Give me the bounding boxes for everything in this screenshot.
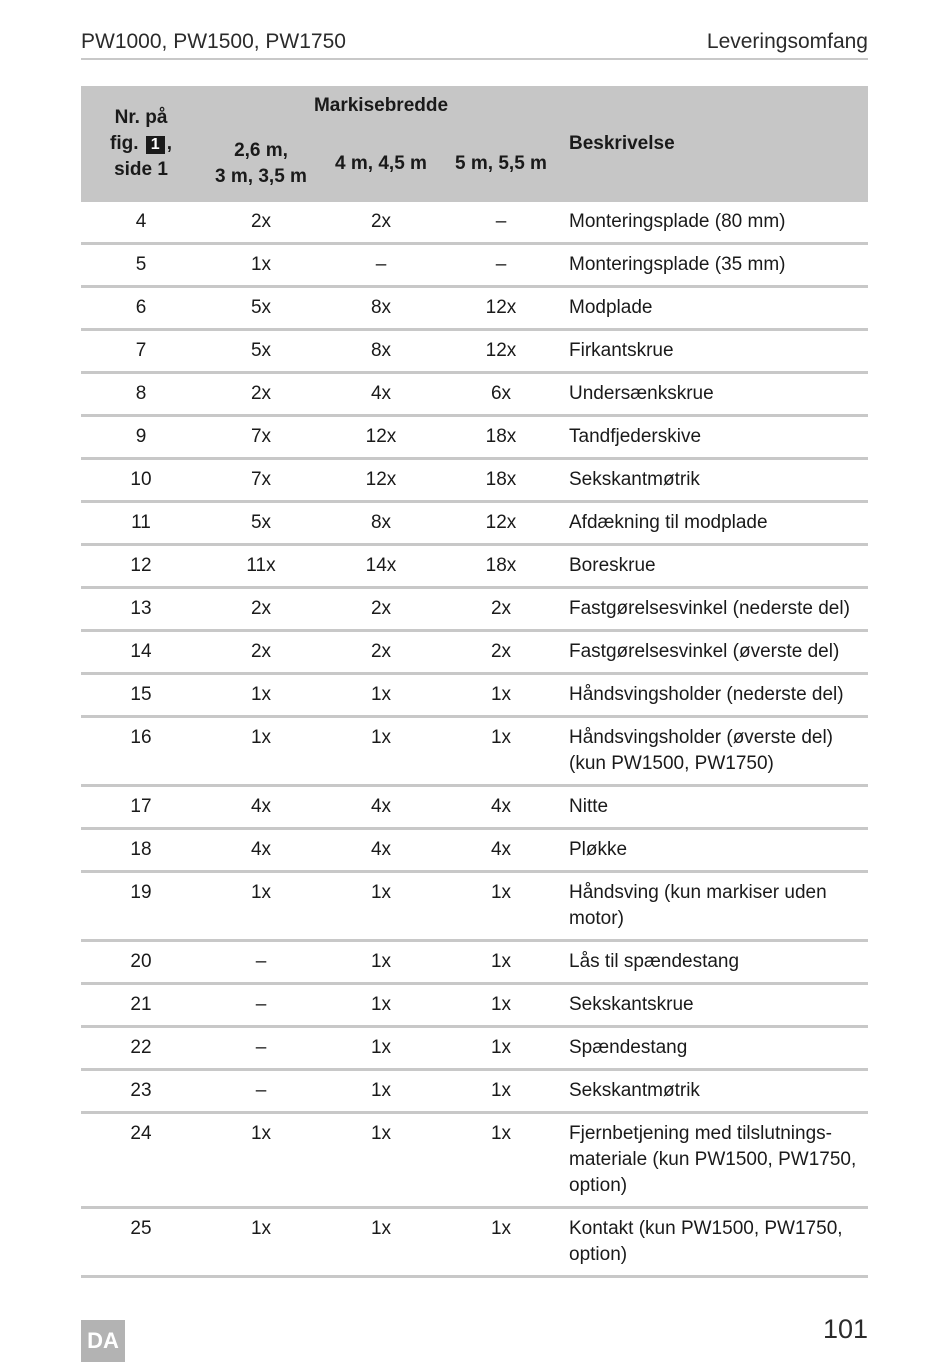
description-line: Sekskantmøtrik <box>569 469 700 490</box>
qty-width-1-cell: – <box>201 941 321 984</box>
table-row <box>81 416 868 459</box>
table-body <box>81 202 868 1277</box>
qty-width-1-cell: – <box>201 1070 321 1113</box>
qty-width-1-cell: – <box>201 1027 321 1070</box>
table-row <box>81 786 868 829</box>
figure-number-box: 1 <box>146 136 165 154</box>
description-cell <box>561 786 868 829</box>
description-cell <box>561 202 868 244</box>
table-row <box>81 287 868 330</box>
description-cell <box>561 872 868 941</box>
table-row <box>81 459 868 502</box>
table-row <box>81 588 868 631</box>
part-number-cell: 13 <box>81 588 201 631</box>
description-cell <box>561 373 868 416</box>
description-line: Håndsvingsholder (nederste del) <box>569 684 844 705</box>
table-row <box>81 717 868 786</box>
part-number-cell: 21 <box>81 984 201 1027</box>
qty-width-3-cell: 1x <box>441 1070 561 1113</box>
part-number-cell: 7 <box>81 330 201 373</box>
width-column-header <box>201 126 321 202</box>
qty-width-3-cell: – <box>441 244 561 287</box>
width-column-header <box>321 126 441 202</box>
table-row <box>81 502 868 545</box>
part-number-cell: 11 <box>81 502 201 545</box>
qty-width-2-cell: 8x <box>321 330 441 373</box>
description-column-header: Beskrivelse <box>561 86 868 202</box>
qty-width-3-cell: – <box>441 202 561 244</box>
qty-width-1-cell: 5x <box>201 502 321 545</box>
part-number-cell: 16 <box>81 717 201 786</box>
qty-width-3-cell: 1x <box>441 717 561 786</box>
page-number: 101 <box>822 1314 868 1344</box>
description-line: Pløkke <box>569 839 628 860</box>
description-cell <box>561 984 868 1027</box>
description-line: option) <box>569 1175 628 1196</box>
qty-width-3-cell: 12x <box>441 330 561 373</box>
table-row <box>81 202 868 244</box>
part-number-cell: 5 <box>81 244 201 287</box>
width-head-line1: 2,6 m, <box>234 140 288 161</box>
qty-width-1-cell: – <box>201 984 321 1027</box>
qty-width-1-cell: 2x <box>201 631 321 674</box>
description-line: Tandfjederskive <box>569 426 702 447</box>
qty-width-2-cell: 2x <box>321 588 441 631</box>
description-line: (kun PW1500, PW1750) <box>569 753 774 774</box>
qty-width-3-cell: 1x <box>441 941 561 984</box>
description-line: Afdækning til modplade <box>569 512 768 533</box>
description-cell <box>561 1113 868 1208</box>
part-number-cell: 6 <box>81 287 201 330</box>
part-number-cell: 10 <box>81 459 201 502</box>
description-cell <box>561 941 868 984</box>
running-header <box>81 30 868 60</box>
qty-width-3-cell: 1x <box>441 872 561 941</box>
qty-width-2-cell: 8x <box>321 287 441 330</box>
table-row <box>81 1027 868 1070</box>
description-line: Monteringsplade (80 mm) <box>569 211 786 232</box>
qty-width-3-cell: 12x <box>441 287 561 330</box>
qty-width-3-cell: 12x <box>441 502 561 545</box>
description-line: Fjernbetjening med tilslutnings- <box>569 1123 832 1144</box>
part-number-cell: 4 <box>81 202 201 244</box>
description-line: Firkantskrue <box>569 340 674 361</box>
description-cell <box>561 829 868 872</box>
qty-width-3-cell: 18x <box>441 416 561 459</box>
width-column-header <box>441 126 561 202</box>
qty-width-1-cell: 1x <box>201 717 321 786</box>
qty-width-2-cell: 1x <box>321 717 441 786</box>
qty-width-2-cell: 1x <box>321 984 441 1027</box>
qty-width-2-cell: 12x <box>321 459 441 502</box>
part-number-cell: 12 <box>81 545 201 588</box>
qty-width-3-cell: 4x <box>441 829 561 872</box>
part-number-cell: 18 <box>81 829 201 872</box>
description-line: Kontakt (kun PW1500, PW1750, <box>569 1218 843 1239</box>
parts-table <box>81 86 868 1278</box>
part-number-cell: 23 <box>81 1070 201 1113</box>
nr-head-line2 <box>85 131 197 157</box>
qty-width-2-cell: 1x <box>321 674 441 717</box>
description-line: Boreskrue <box>569 555 656 576</box>
description-line: Monteringsplade (35 mm) <box>569 254 786 275</box>
awning-width-group-header: Markisebredde <box>201 86 561 126</box>
qty-width-1-cell: 5x <box>201 287 321 330</box>
part-number-cell: 17 <box>81 786 201 829</box>
qty-width-2-cell: 4x <box>321 373 441 416</box>
qty-width-2-cell: 1x <box>321 1113 441 1208</box>
qty-width-1-cell: 5x <box>201 330 321 373</box>
description-cell <box>561 631 868 674</box>
table-row <box>81 373 868 416</box>
part-number-cell: 19 <box>81 872 201 941</box>
description-line: Fastgørelsesvinkel (nederste del) <box>569 598 850 619</box>
table-row <box>81 941 868 984</box>
width-head-line1: 4 m, 4,5 m <box>335 153 427 174</box>
qty-width-1-cell: 11x <box>201 545 321 588</box>
qty-width-3-cell: 4x <box>441 786 561 829</box>
description-cell <box>561 459 868 502</box>
qty-width-3-cell: 1x <box>441 1113 561 1208</box>
qty-width-2-cell: 1x <box>321 941 441 984</box>
qty-width-2-cell: 1x <box>321 1070 441 1113</box>
description-line: Håndsvingsholder (øverste del) <box>569 727 834 748</box>
qty-width-2-cell: 4x <box>321 786 441 829</box>
description-line: Fastgørelsesvinkel (øverste del) <box>569 641 840 662</box>
nr-head-line1: Nr. på <box>114 107 168 128</box>
description-line: Håndsving (kun markiser uden <box>569 882 827 903</box>
description-cell <box>561 717 868 786</box>
qty-width-1-cell: 1x <box>201 872 321 941</box>
description-line: Sekskantskrue <box>569 994 694 1015</box>
part-number-cell: 15 <box>81 674 201 717</box>
description-line: motor) <box>569 908 624 929</box>
qty-width-1-cell: 7x <box>201 416 321 459</box>
description-line: Spændestang <box>569 1037 688 1058</box>
table-row <box>81 984 868 1027</box>
description-line: Undersænkskrue <box>569 383 714 404</box>
qty-width-3-cell: 1x <box>441 1027 561 1070</box>
qty-width-1-cell: 2x <box>201 373 321 416</box>
nr-head-line3: side 1 <box>114 159 168 180</box>
nr-head-fig-suffix: , <box>166 133 172 154</box>
description-cell <box>561 674 868 717</box>
qty-width-3-cell: 18x <box>441 545 561 588</box>
table-row <box>81 631 868 674</box>
qty-width-1-cell: 4x <box>201 829 321 872</box>
table-row <box>81 545 868 588</box>
table-row <box>81 829 868 872</box>
table-row <box>81 674 868 717</box>
qty-width-2-cell: 2x <box>321 202 441 244</box>
part-number-cell: 14 <box>81 631 201 674</box>
qty-width-1-cell: 1x <box>201 1208 321 1277</box>
qty-width-2-cell: 14x <box>321 545 441 588</box>
header-product-models: PW1000, PW1500, PW1750 <box>81 30 346 53</box>
part-number-cell: 20 <box>81 941 201 984</box>
description-cell <box>561 244 868 287</box>
language-badge: DA <box>81 1320 125 1362</box>
description-cell <box>561 330 868 373</box>
nr-column-header <box>81 86 201 202</box>
description-cell <box>561 416 868 459</box>
qty-width-2-cell: 2x <box>321 631 441 674</box>
description-cell <box>561 588 868 631</box>
qty-width-3-cell: 2x <box>441 588 561 631</box>
qty-width-2-cell: – <box>321 244 441 287</box>
table-row <box>81 1113 868 1208</box>
qty-width-3-cell: 1x <box>441 674 561 717</box>
table-header <box>81 86 868 202</box>
qty-width-1-cell: 1x <box>201 244 321 287</box>
part-number-cell: 8 <box>81 373 201 416</box>
qty-width-3-cell: 2x <box>441 631 561 674</box>
qty-width-2-cell: 4x <box>321 829 441 872</box>
qty-width-2-cell: 1x <box>321 1208 441 1277</box>
qty-width-1-cell: 7x <box>201 459 321 502</box>
qty-width-1-cell: 1x <box>201 674 321 717</box>
qty-width-3-cell: 18x <box>441 459 561 502</box>
nr-head-fig-prefix: fig. <box>110 133 139 154</box>
qty-width-1-cell: 2x <box>201 202 321 244</box>
description-cell <box>561 287 868 330</box>
description-line: Modplade <box>569 297 653 318</box>
table-row <box>81 244 868 287</box>
part-number-cell: 24 <box>81 1113 201 1208</box>
description-cell <box>561 502 868 545</box>
description-cell <box>561 545 868 588</box>
description-line: Nitte <box>569 796 609 817</box>
part-number-cell: 25 <box>81 1208 201 1277</box>
description-line: Sekskantmøtrik <box>569 1080 700 1101</box>
qty-width-3-cell: 6x <box>441 373 561 416</box>
table-row <box>81 1070 868 1113</box>
qty-width-2-cell: 1x <box>321 872 441 941</box>
width-head-line2: 3 m, 3,5 m <box>215 166 307 187</box>
table-row <box>81 1208 868 1277</box>
table-row <box>81 872 868 941</box>
qty-width-2-cell: 12x <box>321 416 441 459</box>
description-line: Lås til spændestang <box>569 951 740 972</box>
qty-width-3-cell: 1x <box>441 984 561 1027</box>
description-cell <box>561 1027 868 1070</box>
qty-width-1-cell: 2x <box>201 588 321 631</box>
qty-width-2-cell: 8x <box>321 502 441 545</box>
part-number-cell: 9 <box>81 416 201 459</box>
qty-width-1-cell: 4x <box>201 786 321 829</box>
table-row <box>81 330 868 373</box>
description-cell <box>561 1208 868 1277</box>
part-number-cell: 22 <box>81 1027 201 1070</box>
width-head-line1: 5 m, 5,5 m <box>455 153 547 174</box>
qty-width-3-cell: 1x <box>441 1208 561 1277</box>
qty-width-1-cell: 1x <box>201 1113 321 1208</box>
description-line: option) <box>569 1244 628 1265</box>
qty-width-2-cell: 1x <box>321 1027 441 1070</box>
description-line: materiale (kun PW1500, PW1750, <box>569 1149 857 1170</box>
description-cell <box>561 1070 868 1113</box>
header-section-title: Leveringsomfang <box>706 30 868 53</box>
